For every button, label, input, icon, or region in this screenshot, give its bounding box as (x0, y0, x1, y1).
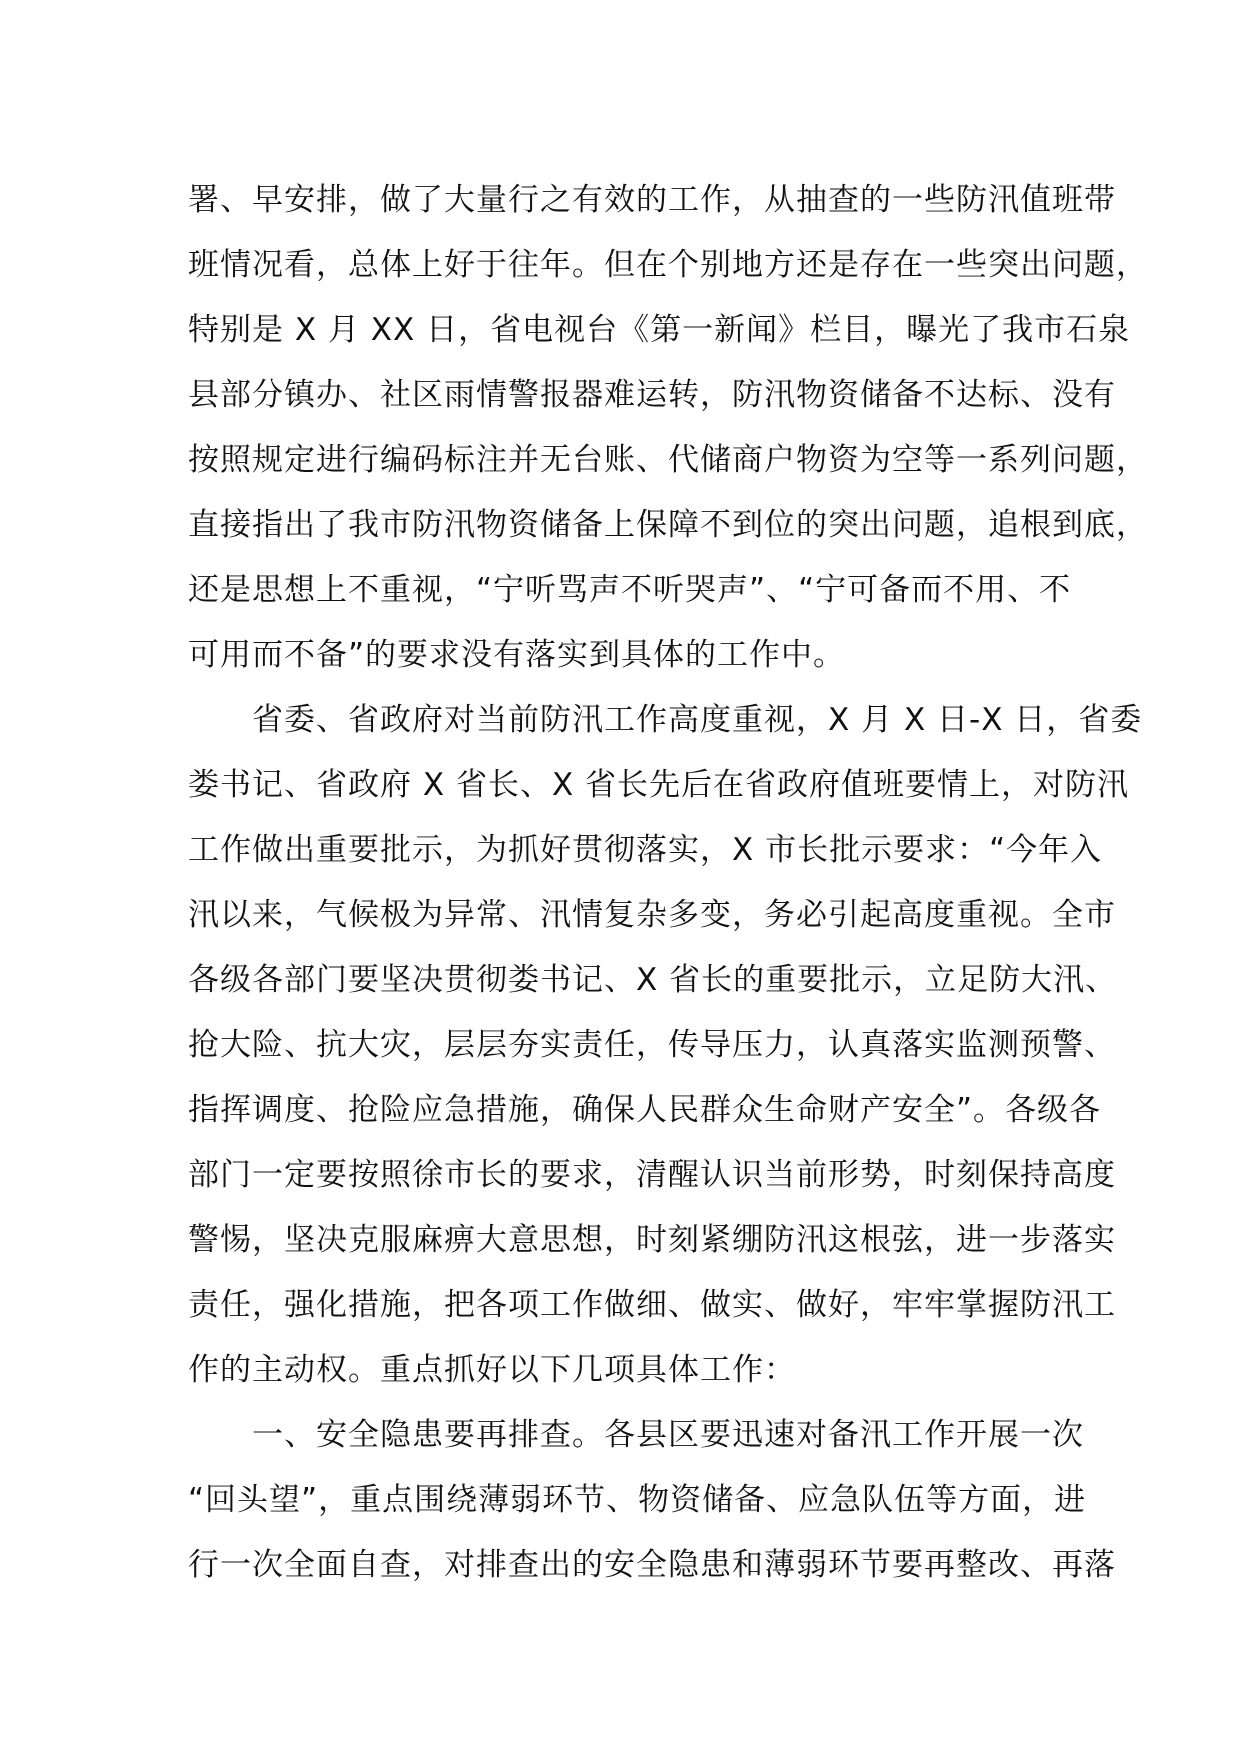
text-line-3: 特别是 X 月 XX 日，省电视台《第一新闻》栏目，曝光了我市石泉 (188, 312, 1131, 348)
text-line-9: 省委、省政府对当前防汛工作高度重视，X 月 X 日-X 日，省委 (188, 702, 1143, 738)
text-line-5: 按照规定进行编码标注并无台账、代储商户物资为空等一系列问题， (188, 442, 1148, 478)
text-line-16: 部门一定要按照徐市长的要求，清醒认识当前形势，时刻保持高度 (188, 1157, 1116, 1193)
text-line-11: 工作做出重要批示，为抓好贯彻落实，X 市长批示要求：“今年入 (188, 832, 1103, 868)
text-line-6: 直接指出了我市防汛物资储备上保障不到位的突出问题，追根到底， (188, 507, 1148, 543)
text-line-21: “回头望”，重点围绕薄弱环节、物资储备、应急队伍等方面，进 (188, 1482, 1087, 1518)
text-line-12: 汛以来，气候极为异常、汛情复杂多变，务必引起高度重视。全市 (188, 897, 1116, 933)
text-line-14: 抢大险、抗大灾，层层夯实责任，传导压力，认真落实监测预警、 (188, 1027, 1116, 1063)
text-line-19: 作的主动权。重点抓好以下几项具体工作： (188, 1352, 796, 1388)
text-line-7: 还是思想上不重视，“宁听骂声不听哭声”、“宁可备而不用、不 (188, 572, 1072, 608)
text-line-10: 娄书记、省政府 X 省长、X 省长先后在省政府值班要情上，对防汛 (188, 767, 1130, 803)
text-line-17: 警惕，坚决克服麻痹大意思想，时刻紧绷防汛这根弦，进一步落实 (188, 1222, 1116, 1258)
text-line-4: 县部分镇办、社区雨情警报器难运转，防汛物资储备不达标、没有 (188, 377, 1116, 413)
text-line-8: 可用而不备”的要求没有落实到具体的工作中。 (188, 637, 846, 673)
body-text (188, 168, 1148, 1598)
text-line-20: 一、安全隐患要再排查。各县区要迅速对备汛工作开展一次 (188, 1417, 1084, 1453)
text-line-15: 指挥调度、抢险应急措施，确保人民群众生命财产安全”。各级各 (188, 1092, 1102, 1128)
text-line-1: 署、早安排，做了大量行之有效的工作，从抽查的一些防汛值班带 (188, 182, 1116, 218)
text-line-22: 行一次全面自查，对排查出的安全隐患和薄弱环节要再整改、再落 (188, 1547, 1116, 1583)
text-line-2: 班情况看，总体上好于往年。但在个别地方还是存在一些突出问题， (188, 247, 1148, 283)
text-line-13: 各级各部门要坚决贯彻娄书记、X 省长的重要批示，立足防大汛、 (188, 962, 1118, 998)
text-line-18: 责任，强化措施，把各项工作做细、做实、做好，牢牢掌握防汛工 (188, 1287, 1116, 1323)
